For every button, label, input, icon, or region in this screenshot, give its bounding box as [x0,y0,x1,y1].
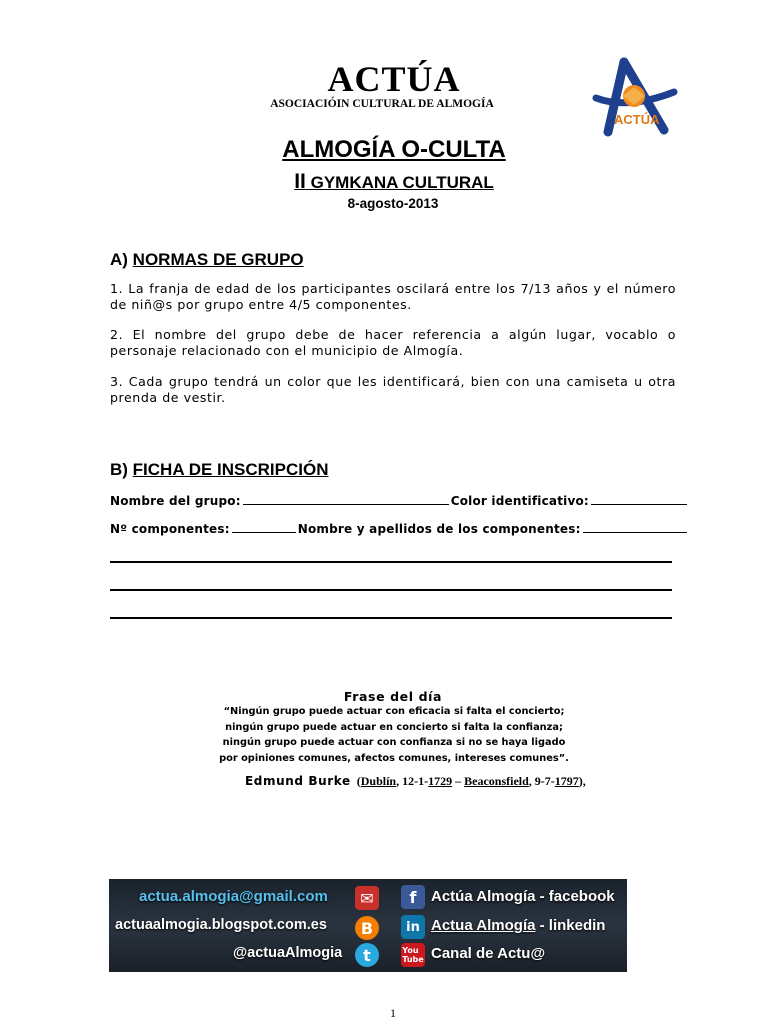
contact-banner [109,879,627,972]
blog-link[interactable]: actuaalmogia.blogspot.com.es [115,917,327,933]
author-name: Edmund Burke [245,774,351,788]
section-a-title: NORMAS DE GRUPO [132,250,304,269]
birth-year-link[interactable]: 1729 [428,774,453,788]
page-number: 1 [390,1006,396,1020]
quote-line: “Ningún grupo puede actuar con eficacia si falta el concierto; [223,706,565,717]
youtube-icon[interactable]: You Tube [401,943,425,967]
members-names-field[interactable] [583,520,687,533]
author-dates: (Dublín, 12-1-1729 – Beaconsfield, 9-7-1797), [350,774,586,788]
event-subtitle [0,170,768,194]
linkedin-link[interactable] [431,917,605,934]
section-b-heading [110,460,329,480]
members-count-label: Nº componentes: [110,522,230,536]
color-label: Color identificativo: [450,494,589,508]
death-year-link[interactable]: 1797 [554,774,579,788]
members-names-label: Nombre y apellidos de los componentes: [297,522,581,536]
section-b-title: FICHA DE INSCRIPCIÓN [132,460,329,479]
facebook-icon[interactable]: f [401,885,425,909]
quote-author [245,774,586,789]
linkedin-name: Actua Almogía [431,917,536,934]
death-date: , 9-7- [528,774,555,788]
twitter-icon[interactable]: t [355,943,379,967]
group-name-label: Nombre del grupo: [110,494,241,508]
date-separator: – [452,774,465,788]
event-date: 8-agosto-2013 [347,196,439,211]
form-row-1 [110,492,676,508]
quote-line: ningún grupo puede actuar en concierto si falta la confianza; [225,721,563,733]
quote-title: Frase del día [343,689,443,704]
quote-line: ningún grupo puede actuar con confianza si no se haya ligado [222,737,566,748]
event-subtitle-roman: II [294,170,306,193]
org-title: ACTÚA [327,59,461,99]
quote-body [0,704,768,766]
birth-place-link[interactable]: Dublín [360,774,397,788]
linkedin-suffix: - linkedin [535,917,606,934]
event-subtitle-text: GYMKANA CULTURAL [305,173,494,192]
rule-3: 3. Cada grupo tendrá un color que les identificará, bien con una camiseta u otra prenda de vestir. [110,374,676,405]
section-a-heading [110,250,304,270]
section-a-prefix: A) [110,250,133,269]
quote-line: por opiniones comunes, afectos comunes, intereses comunes”. [219,752,569,764]
org-subtitle: ASOCIACIÓIN CULTURAL DE ALMOGÍA [270,98,494,110]
gmail-icon[interactable]: ✉ [355,886,379,910]
blogger-icon[interactable]: B [355,916,379,940]
color-field[interactable] [591,492,687,505]
birth-date: , 12-1- [396,774,429,788]
form-row-2 [110,520,676,536]
members-line-1[interactable] [110,561,672,563]
email-link[interactable]: actua.almogia@gmail.com [139,888,328,905]
members-count-field[interactable] [232,520,296,533]
section-b-prefix: B) [110,460,133,479]
facebook-link[interactable]: Actúa Almogía - facebook [431,888,615,905]
group-name-field[interactable] [243,492,449,505]
logo-text: ACTÚA [614,112,660,127]
members-line-3[interactable] [110,617,672,619]
youtube-link[interactable]: Canal de Actu@ [431,945,546,962]
rule-2: 2. El nombre del grupo debe de hacer referencia a algún lugar, vocablo o personaje relacionado con el municipio de Almogía. [110,327,676,358]
event-title: ALMOGÍA O-CULTA [282,136,506,163]
rule-1: 1. La franja de edad de los participantes oscilará entre los 7/13 años y el número de niñ@s por grupo entre 4/5 componentes. [110,281,676,312]
linkedin-icon[interactable]: in [401,915,425,939]
author-closing: ), [578,774,586,788]
members-line-2[interactable] [110,589,672,591]
death-place-link[interactable]: Beaconsfield [464,774,529,788]
twitter-link[interactable]: @actuaAlmogia [233,945,343,961]
